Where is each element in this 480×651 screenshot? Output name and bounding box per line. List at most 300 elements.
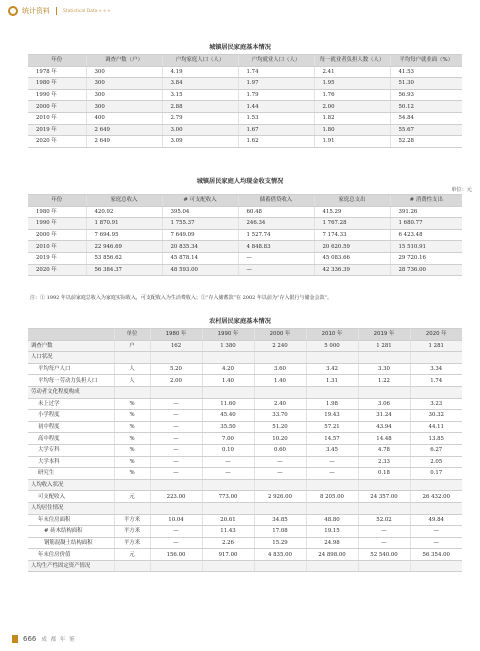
table-cell: 8 205.00 (306, 491, 358, 503)
table-cell: 1.74 (410, 375, 462, 387)
table-cell (410, 352, 462, 364)
row-unit: % (114, 398, 150, 410)
table-cell: 48 593.00 (162, 264, 238, 276)
table-row (28, 218, 462, 230)
row-unit: 元 (114, 491, 150, 503)
table-cell: 51.20 (254, 421, 306, 433)
table-cell (254, 502, 306, 514)
row-label: 年末住房价值 (28, 549, 114, 561)
table-cell: 20 835.34 (162, 241, 238, 253)
column-header: 2019 年 (358, 329, 410, 341)
row-year: 2020 年 (28, 264, 86, 276)
column-header: 年份 (28, 55, 86, 67)
table-cell: 300 (86, 78, 162, 90)
table-cell: 4.19 (162, 66, 238, 78)
table-cell (306, 502, 358, 514)
table-row (28, 433, 462, 445)
table-cell: 14.57 (306, 433, 358, 445)
table-cell: 391.26 (390, 206, 462, 218)
column-header: 户均家庭人口（人） (162, 55, 238, 67)
row-label: 未上过学 (28, 398, 114, 410)
table-cell: 5.20 (150, 363, 202, 375)
row-year: 2019 年 (28, 124, 86, 136)
table-row (28, 66, 462, 78)
row-label: 调查户数 (28, 340, 114, 352)
table-cell: 11.60 (202, 398, 254, 410)
row-label: 人均生产性固定资产情况 (28, 560, 114, 572)
table-cell: 3.15 (162, 89, 238, 101)
column-header: 家庭总收入 (86, 195, 162, 207)
table-cell: 1.76 (314, 89, 390, 101)
table-cell: 52.02 (358, 514, 410, 526)
table-cell (306, 560, 358, 572)
table-row (28, 468, 462, 480)
table-row (28, 206, 462, 218)
table-row (28, 124, 462, 136)
table-cell (202, 352, 254, 364)
table-cell: 2.41 (314, 66, 390, 78)
table-cell: 42 336.39 (314, 264, 390, 276)
table-cell: 19.15 (306, 526, 358, 538)
row-label: 人均居住情况 (28, 502, 114, 514)
table-cell: 2.40 (254, 398, 306, 410)
table-cell (410, 560, 462, 572)
row-year: 1990 年 (28, 218, 86, 230)
row-label: 可支配收入 (28, 491, 114, 503)
table-cell: 3.00 (162, 124, 238, 136)
table-cell: — (150, 398, 202, 410)
table-row (28, 112, 462, 124)
table-cell: 26 432.00 (410, 491, 462, 503)
header-divider (56, 7, 57, 15)
row-unit: 平方米 (114, 537, 150, 549)
table-cell: 28 736.00 (390, 264, 462, 276)
table-row (28, 252, 462, 264)
section-subtitle: Statistical Data ⋄ ⋄ ⋄ (63, 8, 111, 14)
table-row (28, 375, 462, 387)
table-cell: 246.34 (238, 218, 314, 230)
table-cell: 29 720.16 (390, 252, 462, 264)
row-unit: 平方米 (114, 514, 150, 526)
table-cell: 2.33 (358, 456, 410, 468)
row-unit: % (114, 444, 150, 456)
table-cell: 4.20 (202, 363, 254, 375)
footer-mark (12, 635, 18, 643)
table-cell: 1 281 (410, 340, 462, 352)
table-cell: 2 649 (86, 124, 162, 136)
table-cell: 1.97 (238, 78, 314, 90)
table-row (28, 491, 462, 503)
table-cell: 1.44 (238, 101, 314, 113)
table-cell (410, 479, 462, 491)
table-cell: 10.20 (254, 433, 306, 445)
table-cell: 10.04 (150, 514, 202, 526)
table3-title: 农村居民家庭基本情况 (209, 318, 271, 325)
table2-note: 注：① 1992 年以前家庭总收入为家庭实际收入，可支配收入为生活费收入；②“存入储蓄款”在 2002 年以前为“存入银行与储金会款”。 (30, 295, 333, 301)
row-unit (114, 502, 150, 514)
column-header (28, 329, 114, 341)
row-unit: 人 (114, 363, 150, 375)
row-label: 平均每户人口 (28, 363, 114, 375)
table-cell: 56 384.37 (86, 264, 162, 276)
table-row (28, 101, 462, 113)
table-cell: 0.18 (358, 468, 410, 480)
table-cell: 30.32 (410, 410, 462, 422)
table-cell: — (254, 456, 306, 468)
table-cell (254, 352, 306, 364)
page-number: 666 (23, 635, 37, 643)
table-cell: 1.95 (314, 78, 390, 90)
row-unit (114, 560, 150, 572)
table-cell: 1 767.28 (314, 218, 390, 230)
table-cell: 1.31 (306, 375, 358, 387)
row-label: 平均每一劳动力负担人口 (28, 375, 114, 387)
table-cell: 3.84 (162, 78, 238, 90)
table-cell: 24.98 (306, 537, 358, 549)
row-year: 2020 年 (28, 136, 86, 148)
column-header: 1980 年 (150, 329, 202, 341)
table-cell: 52.28 (390, 136, 462, 148)
row-label: 钢筋混凝土结构面积 (28, 537, 114, 549)
table-cell: 1 281 (358, 340, 410, 352)
table-cell (306, 352, 358, 364)
table-cell (410, 502, 462, 514)
table-cell: 6.27 (410, 444, 462, 456)
table-cell: — (150, 526, 202, 538)
table-cell: 156.00 (150, 549, 202, 561)
table-cell: — (358, 537, 410, 549)
table-cell: 5 000 (306, 340, 358, 352)
table-cell (202, 386, 254, 398)
table-cell: 1.91 (314, 136, 390, 148)
table-cell (150, 386, 202, 398)
row-year: 2000 年 (28, 229, 86, 241)
table-cell: 3.30 (358, 363, 410, 375)
column-header: 户均就业人口（人） (238, 55, 314, 67)
row-year: 1990 年 (28, 89, 86, 101)
table-cell (306, 386, 358, 398)
table-cell: 300 (86, 101, 162, 113)
table3 (28, 328, 462, 572)
table-cell (358, 560, 410, 572)
table2-unit: 单位：元 (451, 187, 472, 193)
table-cell: 1.79 (238, 89, 314, 101)
table-cell: 1.67 (238, 124, 314, 136)
row-year: 2019 年 (28, 252, 86, 264)
column-header: # 可支配收入 (162, 195, 238, 207)
row-label: 高中程度 (28, 433, 114, 445)
table-cell: 57.21 (306, 421, 358, 433)
table-cell (202, 560, 254, 572)
row-unit (114, 479, 150, 491)
table1 (28, 54, 462, 148)
table-cell: 1 680.77 (390, 218, 462, 230)
footer-text: 成 都 年 鉴 (41, 637, 76, 643)
table-cell: 1.40 (254, 375, 306, 387)
table-row (28, 502, 462, 514)
table-cell: 1.62 (238, 136, 314, 148)
table-cell: 56.93 (390, 89, 462, 101)
table-cell: 54.84 (390, 112, 462, 124)
table-row (28, 410, 462, 422)
row-label: # 砖木结构面积 (28, 526, 114, 538)
table-cell: 11.43 (202, 526, 254, 538)
column-header: 年份 (28, 195, 86, 207)
table-cell: 22 946.69 (86, 241, 162, 253)
table-cell: 4 835.00 (254, 549, 306, 561)
table-cell: — (202, 456, 254, 468)
table-cell: 53 856.62 (86, 252, 162, 264)
table-cell: 20 620.59 (314, 241, 390, 253)
table-row (28, 78, 462, 90)
table-cell (150, 502, 202, 514)
table-cell (358, 386, 410, 398)
table-cell: 15.29 (254, 537, 306, 549)
table-cell: 1.74 (238, 66, 314, 78)
table-cell: 3.60 (254, 363, 306, 375)
column-header: 1990 年 (202, 329, 254, 341)
table-cell: 41.53 (390, 66, 462, 78)
table-row (28, 229, 462, 241)
table-cell: — (358, 526, 410, 538)
table-row (28, 352, 462, 364)
table-cell (306, 479, 358, 491)
table-cell: 1 755.37 (162, 218, 238, 230)
table-cell: 34.85 (254, 514, 306, 526)
table-cell (358, 479, 410, 491)
row-unit: % (114, 421, 150, 433)
table-cell: 300 (86, 66, 162, 78)
table-cell: 1.80 (314, 124, 390, 136)
row-year: 2010 年 (28, 112, 86, 124)
table-cell: — (150, 456, 202, 468)
table-row (28, 514, 462, 526)
table-row (28, 444, 462, 456)
table-cell: 24 357.00 (358, 491, 410, 503)
table-cell: 1 527.74 (238, 229, 314, 241)
table-cell: 17.08 (254, 526, 306, 538)
table-cell: 14.48 (358, 433, 410, 445)
table-row (28, 340, 462, 352)
table-cell: 1 870.91 (86, 218, 162, 230)
table-cell: 917.00 (202, 549, 254, 561)
row-unit: 平方米 (114, 526, 150, 538)
column-header: # 消费性支出 (390, 195, 462, 207)
table-cell: 2.00 (150, 375, 202, 387)
table-cell: — (150, 433, 202, 445)
row-year: 2010 年 (28, 241, 86, 253)
table-cell: 3.34 (410, 363, 462, 375)
table-cell (254, 386, 306, 398)
table-cell: 60.48 (238, 206, 314, 218)
table-row (28, 136, 462, 148)
row-label: 研究生 (28, 468, 114, 480)
table-cell: 33.70 (254, 410, 306, 422)
table-cell: 3.06 (358, 398, 410, 410)
row-label: 人口状况 (28, 352, 114, 364)
row-label: 初中程度 (28, 421, 114, 433)
table-cell: 52 540.00 (358, 549, 410, 561)
row-label: 劳动者文化程度构成 (28, 386, 114, 398)
table-cell: — (306, 456, 358, 468)
table-cell: — (202, 468, 254, 480)
table-cell: 2 649 (86, 136, 162, 148)
table-cell: 50.12 (390, 101, 462, 113)
column-header: 单位 (114, 329, 150, 341)
table-cell: 7.00 (202, 433, 254, 445)
row-unit: % (114, 433, 150, 445)
table-cell: 1.98 (306, 398, 358, 410)
table-cell: 773.00 (202, 491, 254, 503)
row-year: 1980 年 (28, 78, 86, 90)
table3-header-row (28, 329, 462, 341)
table-cell: 7 694.95 (86, 229, 162, 241)
table-cell: 7 174.33 (314, 229, 390, 241)
table-cell: 4 848.83 (238, 241, 314, 253)
table-cell: 2 926.00 (254, 491, 306, 503)
table-row (28, 241, 462, 253)
table-cell: 4.78 (358, 444, 410, 456)
table-cell: 31.24 (358, 410, 410, 422)
table-cell (150, 560, 202, 572)
table-cell: 2.05 (410, 456, 462, 468)
column-header: 调查户数（户） (86, 55, 162, 67)
table-cell (202, 479, 254, 491)
table-cell (150, 352, 202, 364)
page-header (8, 4, 472, 18)
table-cell: 3.23 (410, 398, 462, 410)
table-cell: 3.09 (162, 136, 238, 148)
table-row (28, 526, 462, 538)
table1-header-row (28, 55, 462, 67)
table-cell: 415.29 (314, 206, 390, 218)
table-cell: 3.42 (306, 363, 358, 375)
table-cell: — (238, 252, 314, 264)
table-cell (410, 386, 462, 398)
table-cell: 2.79 (162, 112, 238, 124)
table-row (28, 363, 462, 375)
table2 (28, 194, 462, 276)
table-cell: 45 083.66 (314, 252, 390, 264)
table-cell: 2.88 (162, 101, 238, 113)
table-cell: 2 240 (254, 340, 306, 352)
table-row (28, 421, 462, 433)
column-header: 2000 年 (254, 329, 306, 341)
page-footer (12, 635, 76, 643)
table-cell: 24 898.00 (306, 549, 358, 561)
table-cell: 44.11 (410, 421, 462, 433)
row-unit: % (114, 410, 150, 422)
table-cell (150, 479, 202, 491)
table2-header-row (28, 195, 462, 207)
row-unit (114, 352, 150, 364)
table-cell: 400 (86, 112, 162, 124)
table-cell: — (150, 410, 202, 422)
column-header: 2010 年 (306, 329, 358, 341)
table-row (28, 537, 462, 549)
table-cell: 49.84 (410, 514, 462, 526)
column-header: 平均每户就业面（%） (390, 55, 462, 67)
table-cell: 43.94 (358, 421, 410, 433)
table-cell: 51.30 (390, 78, 462, 90)
table-cell: — (410, 537, 462, 549)
table-row (28, 398, 462, 410)
table-cell: — (150, 444, 202, 456)
row-label: 大学专科 (28, 444, 114, 456)
table-cell (202, 502, 254, 514)
table-cell: 45 878.14 (162, 252, 238, 264)
table-cell: — (150, 421, 202, 433)
table-cell: 7 649.09 (162, 229, 238, 241)
table-cell: 0.17 (410, 468, 462, 480)
table-cell: 3.45 (306, 444, 358, 456)
table-row (28, 264, 462, 276)
table-cell: — (410, 526, 462, 538)
row-label: 年末住房面积 (28, 514, 114, 526)
table-cell (254, 560, 306, 572)
row-year: 1980 年 (28, 206, 86, 218)
row-unit: % (114, 456, 150, 468)
table-cell (358, 502, 410, 514)
column-header: 储蓄借贷收入 (238, 195, 314, 207)
table-cell: 162 (150, 340, 202, 352)
table-row (28, 560, 462, 572)
table-row (28, 89, 462, 101)
row-unit: 人 (114, 375, 150, 387)
row-unit: 户 (114, 340, 150, 352)
column-header: 2020 年 (410, 329, 462, 341)
row-label: 人均收入状况 (28, 479, 114, 491)
row-unit (114, 386, 150, 398)
column-header: 每一就业者负担人数（人） (314, 55, 390, 67)
table-row (28, 479, 462, 491)
table-row (28, 549, 462, 561)
table-cell: — (238, 264, 314, 276)
row-unit: % (114, 468, 150, 480)
table-cell: 15 510.91 (390, 241, 462, 253)
table-cell (254, 479, 306, 491)
table1-title: 城镇居民家庭基本情况 (209, 44, 271, 51)
section-circle-icon (8, 6, 18, 16)
table-cell: 2.00 (314, 101, 390, 113)
table-cell: 48.80 (306, 514, 358, 526)
table-cell: 300 (86, 89, 162, 101)
table2-title: 城镇居民家庭人均现金收支情况 (196, 178, 284, 185)
table-cell (358, 352, 410, 364)
row-unit: 元 (114, 549, 150, 561)
table-cell: 420.92 (86, 206, 162, 218)
table-cell: 0.60 (254, 444, 306, 456)
row-label: 大学本科 (28, 456, 114, 468)
table-cell: 56 354.00 (410, 549, 462, 561)
table-cell: 1.82 (314, 112, 390, 124)
table-cell: 13.85 (410, 433, 462, 445)
table-cell: — (254, 468, 306, 480)
table-cell: 6 423.48 (390, 229, 462, 241)
section-title: 统计资料 (22, 7, 50, 15)
table-cell: 1.22 (358, 375, 410, 387)
row-year: 1978 年 (28, 66, 86, 78)
table-cell: 1.53 (238, 112, 314, 124)
table-cell: 223.00 (150, 491, 202, 503)
column-header: 家庭总支出 (314, 195, 390, 207)
table-cell: 55.67 (390, 124, 462, 136)
row-label: 小学程度 (28, 410, 114, 422)
table-cell: 35.50 (202, 421, 254, 433)
row-year: 2000 年 (28, 101, 86, 113)
table-cell: 20.61 (202, 514, 254, 526)
table-cell: — (306, 468, 358, 480)
